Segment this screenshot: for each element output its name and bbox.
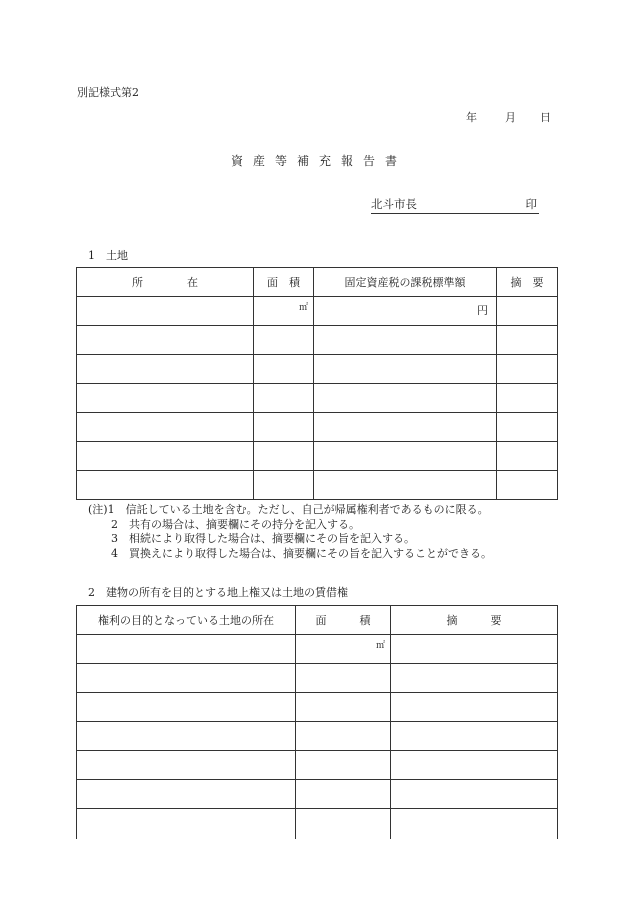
remarks-cell[interactable] [497, 297, 558, 326]
table-row [77, 384, 558, 413]
location-cell[interactable] [77, 384, 254, 413]
table-row [77, 355, 558, 384]
land-location-cell[interactable] [77, 635, 296, 664]
area-cell[interactable] [296, 780, 391, 809]
remarks-cell[interactable] [391, 693, 558, 722]
area-cell[interactable] [296, 722, 391, 751]
land-table [76, 267, 558, 500]
area-cell[interactable] [254, 355, 314, 384]
land-location-cell[interactable] [77, 751, 296, 780]
tax-base-cell[interactable] [314, 471, 497, 500]
remarks-cell[interactable] [497, 413, 558, 442]
addressee-mayor: 北斗市長 [371, 197, 417, 211]
col-area: 面 積 [296, 606, 391, 635]
unit-square-meter: ㎡ [375, 641, 385, 651]
land-location-cell[interactable] [77, 780, 296, 809]
col-tax-base: 固定資産税の課税標準額 [314, 268, 497, 297]
leasehold-table-header [77, 606, 558, 635]
table-row [77, 751, 558, 780]
location-cell[interactable] [77, 471, 254, 500]
col-remarks: 摘 要 [497, 268, 558, 297]
tax-base-cell[interactable] [314, 413, 497, 442]
table-row [77, 780, 558, 809]
note-line: 2 共有の場合は、摘要欄にその持分を記入する。 [111, 517, 360, 531]
tax-base-cell[interactable] [314, 355, 497, 384]
tax-base-cell[interactable] [314, 297, 497, 326]
remarks-cell[interactable] [391, 809, 558, 840]
col-area: 面 積 [254, 268, 314, 297]
leasehold-table [76, 605, 558, 839]
land-table-header [77, 268, 558, 297]
location-cell[interactable] [77, 413, 254, 442]
date-month-label: 月 [505, 111, 516, 124]
notes-block [88, 503, 492, 561]
area-cell[interactable] [254, 471, 314, 500]
area-cell[interactable] [254, 326, 314, 355]
remarks-cell[interactable] [391, 635, 558, 664]
table-row [77, 326, 558, 355]
tax-base-cell[interactable] [314, 326, 497, 355]
date-day-label: 日 [540, 111, 551, 124]
document-title: 資産等補充報告書 [230, 154, 407, 168]
tax-base-cell[interactable] [314, 442, 497, 471]
land-location-cell[interactable] [77, 722, 296, 751]
col-location: 所 在 [77, 268, 254, 297]
table-row [77, 635, 558, 664]
note-line: 3 相続により取得した場合は、摘要欄にその旨を記入する。 [111, 532, 415, 545]
area-cell[interactable] [254, 297, 314, 326]
unit-square-meter: ㎡ [298, 303, 308, 313]
table-row [77, 693, 558, 722]
location-cell[interactable] [77, 442, 254, 471]
location-cell[interactable] [77, 297, 254, 326]
area-cell[interactable] [296, 664, 391, 693]
remarks-cell[interactable] [391, 780, 558, 809]
land-location-cell[interactable] [77, 693, 296, 722]
area-cell[interactable] [254, 442, 314, 471]
remarks-cell[interactable] [391, 751, 558, 780]
remarks-cell[interactable] [497, 384, 558, 413]
table-row [77, 809, 558, 840]
table-row [77, 471, 558, 500]
area-cell[interactable] [254, 384, 314, 413]
remarks-cell[interactable] [497, 471, 558, 500]
seal-mark: 印 [525, 197, 537, 211]
unit-yen: 円 [477, 304, 488, 317]
table-row [77, 297, 558, 326]
area-cell[interactable] [296, 693, 391, 722]
area-cell[interactable] [296, 635, 391, 664]
table-row [77, 413, 558, 442]
area-cell[interactable] [254, 413, 314, 442]
area-cell[interactable] [296, 751, 391, 780]
remarks-cell[interactable] [497, 326, 558, 355]
section1-heading: 1 土地 [88, 249, 128, 262]
note-line: 4 買換えにより取得した場合は、摘要欄にその旨を記入することができる。 [111, 546, 492, 560]
remarks-cell[interactable] [391, 664, 558, 693]
location-cell[interactable] [77, 355, 254, 384]
tax-base-cell[interactable] [314, 384, 497, 413]
table-row [77, 664, 558, 693]
note-line: (注)1 信託している土地を含む。ただし、自己が帰属権利者であるものに限る。 [88, 503, 489, 516]
land-location-cell[interactable] [77, 809, 296, 840]
addressee-line [371, 196, 539, 214]
land-location-cell[interactable] [77, 664, 296, 693]
table-row [77, 442, 558, 471]
section2-heading: 2 建物の所有を目的とする地上権又は土地の賃借権 [88, 586, 348, 599]
remarks-cell[interactable] [391, 722, 558, 751]
area-cell[interactable] [296, 809, 391, 840]
date-year-label: 年 [466, 111, 477, 124]
remarks-cell[interactable] [497, 355, 558, 384]
col-land-location: 権利の目的となっている土地の所在 [77, 606, 296, 635]
form-id: 別記様式第2 [77, 86, 139, 99]
remarks-cell[interactable] [497, 442, 558, 471]
location-cell[interactable] [77, 326, 254, 355]
col-remarks: 摘 要 [391, 606, 558, 635]
table-row [77, 722, 558, 751]
